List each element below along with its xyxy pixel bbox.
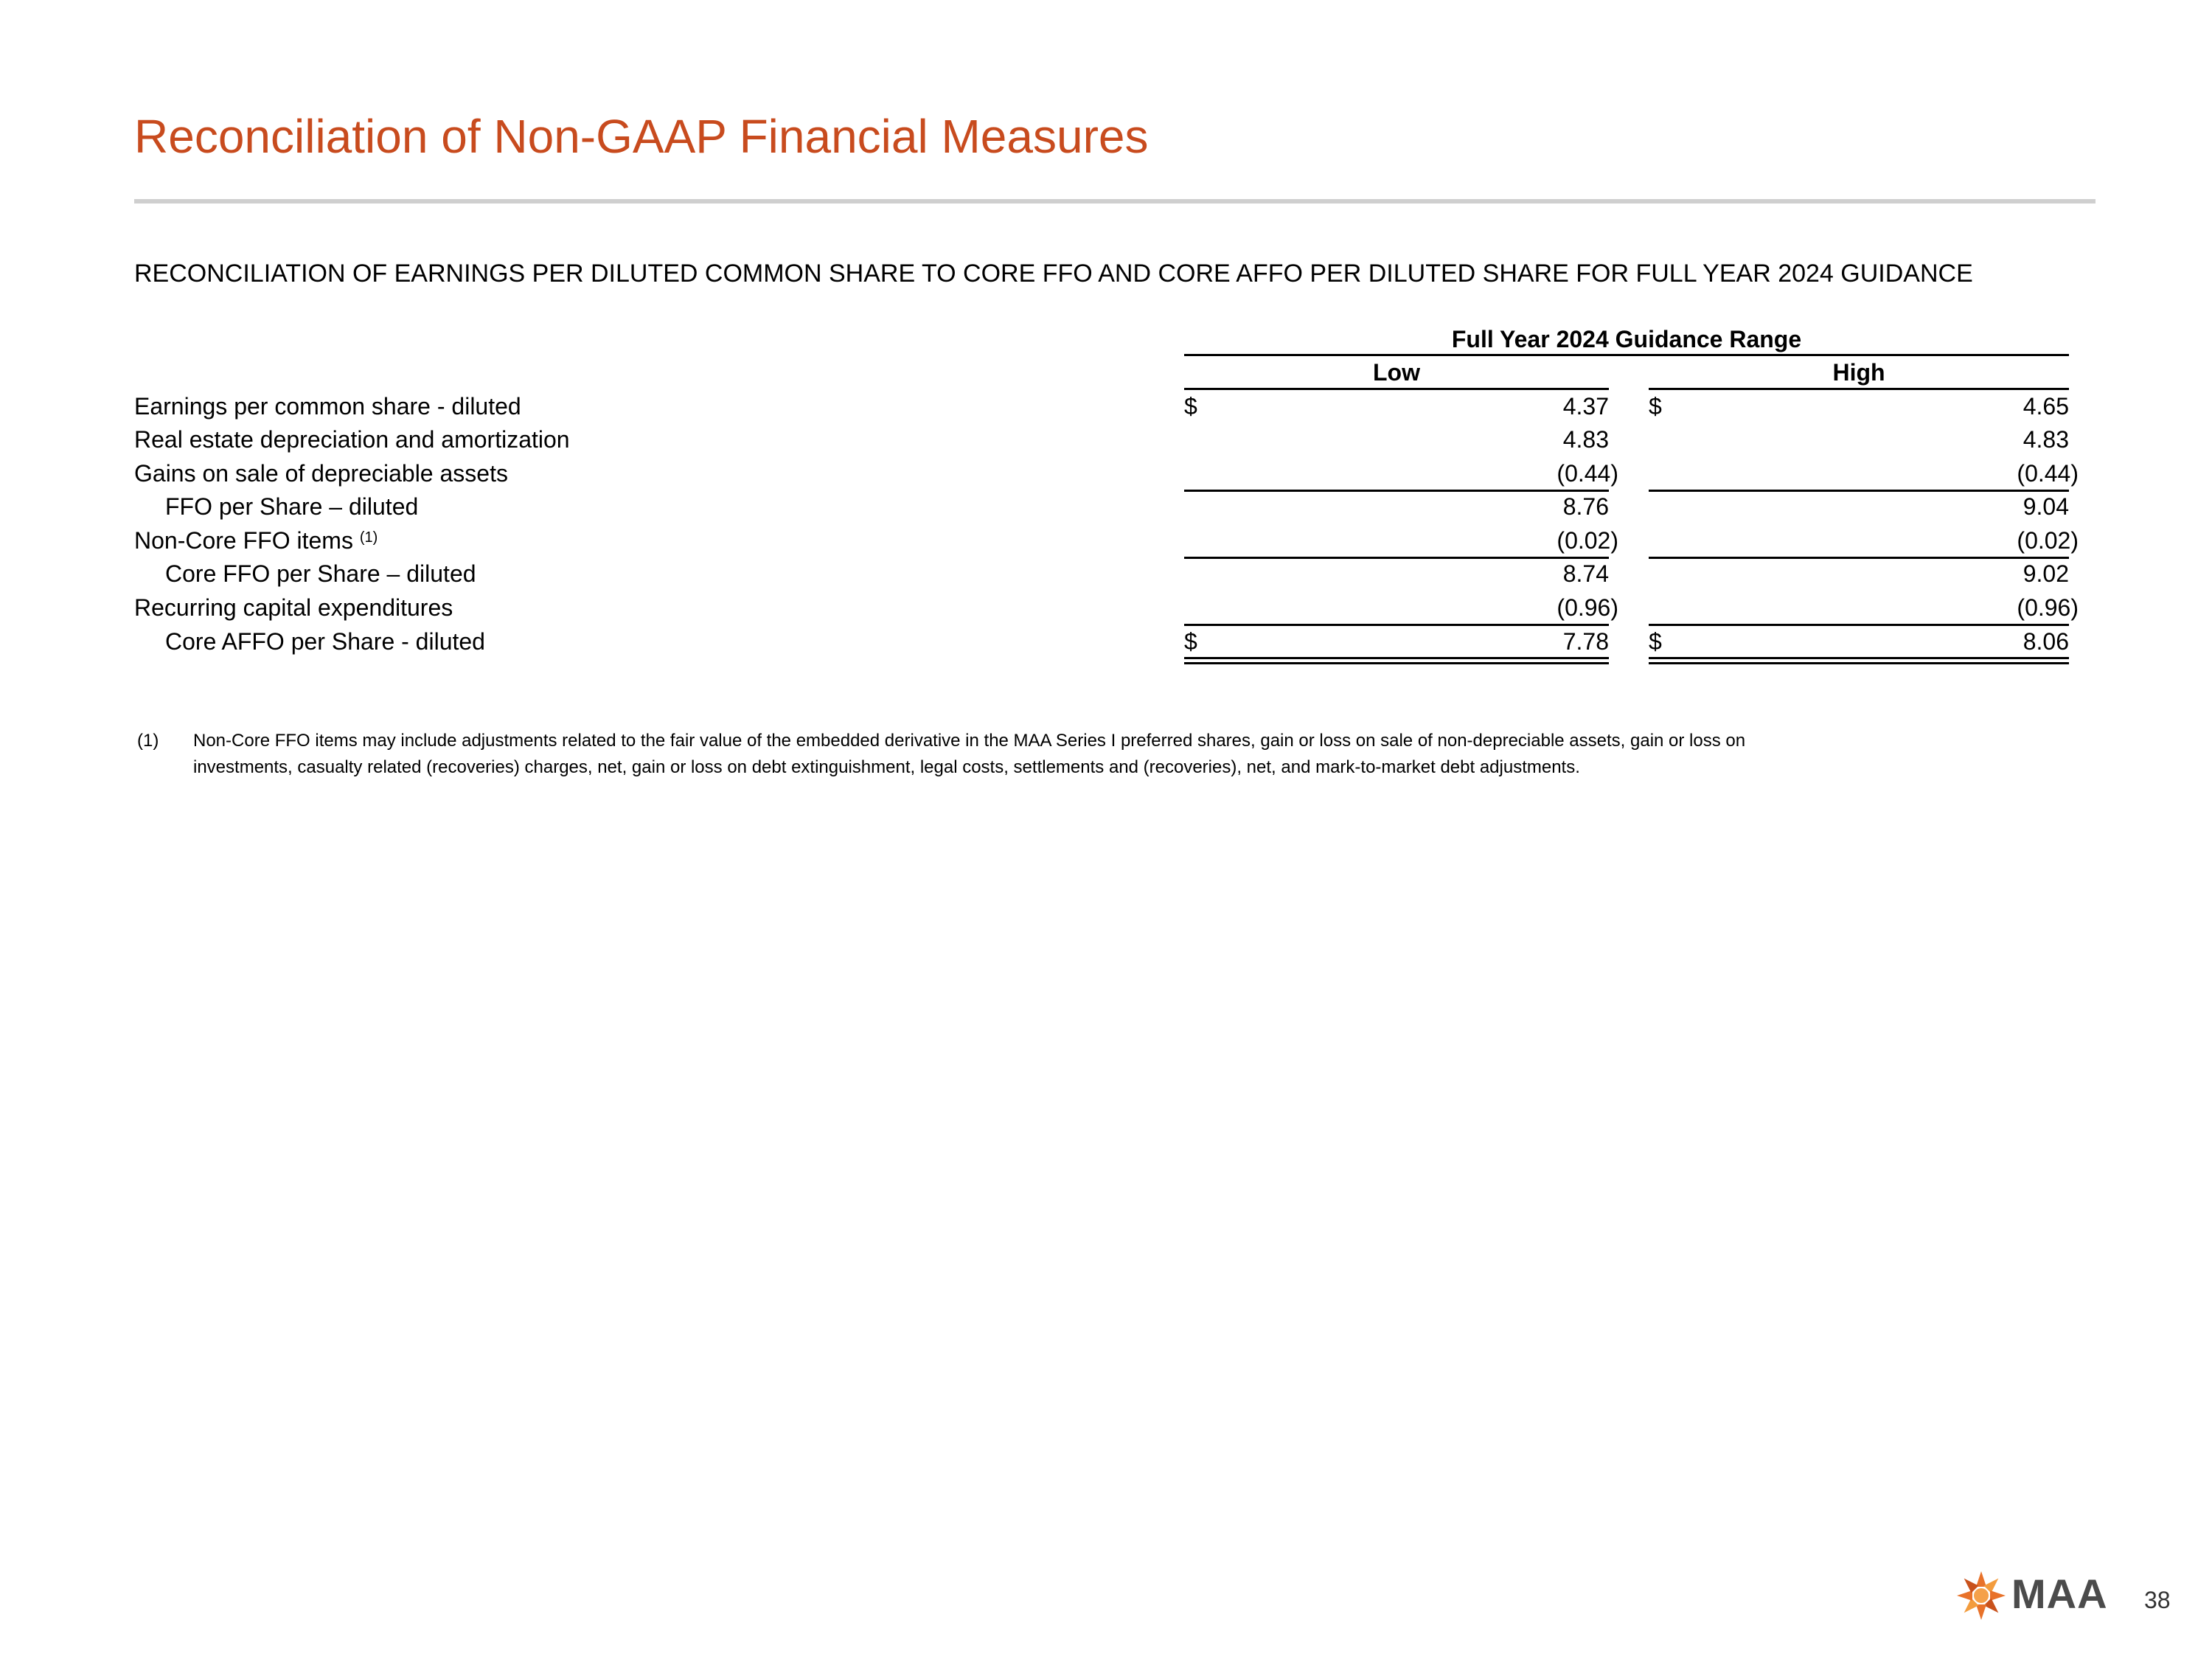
total-double-rule-high-top bbox=[1649, 657, 2069, 659]
footnote-text-line-2: investments, casualty related (recoveries) charges, net, gain or loss on debt extinguishment, legal costs, settlements and (recoveries), net, and mark-to-market debt adjustments. bbox=[193, 757, 1580, 777]
value-high-core-affo-per-share: 8.06 bbox=[2023, 628, 2069, 655]
column-header-low: Low bbox=[1373, 359, 1420, 386]
value-high-non-core-ffo: (0.02) bbox=[2017, 527, 2079, 554]
value-high-core-ffo-per-share: 9.02 bbox=[2023, 560, 2069, 587]
guidance-range-header: Full Year 2024 Guidance Range bbox=[1451, 326, 1802, 352]
low-header-rule bbox=[1184, 388, 1609, 390]
row-label-depreciation: Real estate depreciation and amortization bbox=[134, 426, 570, 453]
value-low-depreciation: 4.83 bbox=[1562, 426, 1609, 453]
subtotal-rule-low bbox=[1184, 624, 1609, 626]
value-high-earnings-per-share: 4.65 bbox=[2023, 393, 2069, 420]
row-label-earnings-per-share: Earnings per common share - diluted bbox=[134, 393, 521, 420]
value-high-gains-on-sale: (0.44) bbox=[2017, 460, 2079, 487]
page-number: 38 bbox=[2144, 1587, 2171, 1613]
high-header-rule bbox=[1649, 388, 2069, 390]
row-label-core-affo-per-share: Core AFFO per Share - diluted bbox=[165, 628, 485, 655]
subtotal-rule-high bbox=[1649, 624, 2069, 626]
group-header-rule bbox=[1184, 354, 2069, 356]
value-low-core-affo-per-share: 7.78 bbox=[1562, 628, 1609, 655]
maa-starburst-icon bbox=[1955, 1570, 2007, 1621]
column-header-high: High bbox=[1832, 359, 1885, 386]
total-double-rule-low-top bbox=[1184, 657, 1609, 659]
currency-symbol-low: $ bbox=[1184, 393, 1197, 420]
value-low-core-ffo-per-share: 8.74 bbox=[1562, 560, 1609, 587]
row-label-ffo-per-share: FFO per Share – diluted bbox=[165, 493, 419, 520]
currency-symbol-high: $ bbox=[1649, 393, 1662, 420]
value-low-recurring-capex: (0.96) bbox=[1557, 594, 1618, 621]
currency-symbol-high: $ bbox=[1649, 628, 1662, 655]
non-core-ffo-label-text: Non-Core FFO items bbox=[134, 527, 353, 554]
value-low-earnings-per-share: 4.37 bbox=[1562, 393, 1609, 420]
maa-logo bbox=[1955, 1567, 2119, 1626]
table-subtitle: RECONCILIATION OF EARNINGS PER DILUTED COMMON SHARE TO CORE FFO AND CORE AFFO PER DILUTED SHARE FOR FULL YEAR 2024 GUIDANCE bbox=[134, 260, 1973, 288]
value-low-non-core-ffo: (0.02) bbox=[1557, 527, 1618, 554]
row-label-recurring-capex: Recurring capital expenditures bbox=[134, 594, 453, 621]
value-high-ffo-per-share: 9.04 bbox=[2023, 493, 2069, 520]
value-high-depreciation: 4.83 bbox=[2023, 426, 2069, 453]
logo-wordmark: MAA bbox=[2011, 1571, 2108, 1617]
value-low-ffo-per-share: 8.76 bbox=[1562, 493, 1609, 520]
row-label-core-ffo-per-share: Core FFO per Share – diluted bbox=[165, 560, 476, 587]
value-high-recurring-capex: (0.96) bbox=[2017, 594, 2079, 621]
footnote-reference: (1) bbox=[359, 529, 378, 546]
total-double-rule-low-bottom bbox=[1184, 662, 1609, 664]
page-title: Reconciliation of Non-GAAP Financial Measures bbox=[134, 110, 1149, 163]
value-low-gains-on-sale: (0.44) bbox=[1557, 460, 1618, 487]
footnote-marker: (1) bbox=[137, 731, 159, 751]
total-double-rule-high-bottom bbox=[1649, 662, 2069, 664]
title-divider bbox=[134, 199, 2096, 204]
currency-symbol-low: $ bbox=[1184, 628, 1197, 655]
row-label-gains-on-sale: Gains on sale of depreciable assets bbox=[134, 460, 508, 487]
row-label-non-core-ffo bbox=[134, 526, 378, 555]
footnote-text-line-1: Non-Core FFO items may include adjustments related to the fair value of the embedded derivative in the MAA Series I preferred shares, gain or loss on sale of non-depreciable assets, gain or loss on bbox=[193, 731, 1746, 751]
